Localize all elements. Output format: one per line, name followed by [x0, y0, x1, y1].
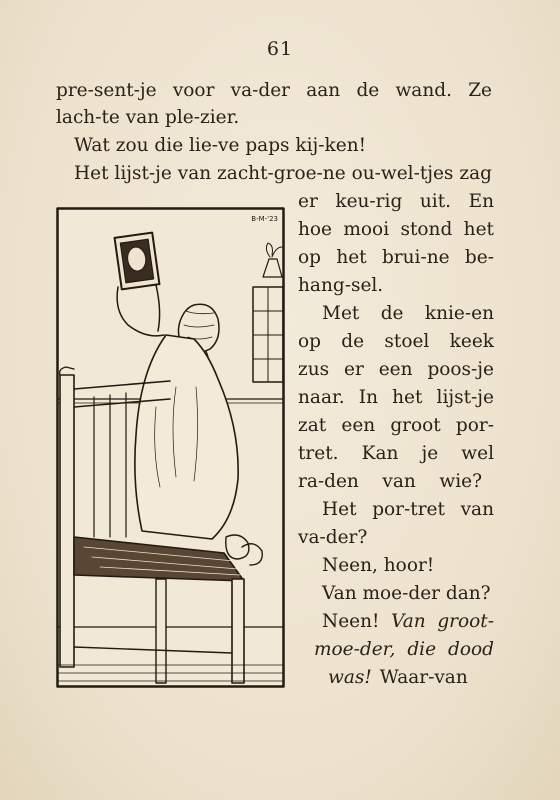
text-line-17: va-der? [298, 527, 368, 548]
text-line-1: pre-sent-je voor va-der aan de wand. Ze [56, 80, 492, 101]
illustration-monogram: B-M-'23 [251, 215, 278, 223]
text-line-18: Neen, hoor! [322, 555, 435, 576]
text-line-20: Neen! Van groot- [322, 611, 494, 632]
text-line-6: hoe mooi stond het [298, 219, 494, 240]
text-line-4: Het lijst-je van zacht-groe-ne ou-wel-tjes zag [74, 163, 492, 184]
text-line-21: moe-der, die dood [314, 639, 494, 660]
text-line-3: Wat zou die lie-ve paps kij-ken! [74, 135, 367, 156]
text-line-15: ra-den van wie? [298, 471, 482, 492]
illustration-girl-kneeling-on-chair [56, 207, 285, 688]
text-line-12: naar. In het lijst-je [298, 387, 494, 408]
text-line-2: lach-te van ple-zier. [56, 107, 240, 128]
text-line-14: tret. Kan je wel [298, 443, 494, 464]
text-line-10: op de stoel keek [298, 331, 494, 352]
text-line-22: was! Waar-van [328, 667, 468, 688]
text-line-5: er keu-rig uit. En [298, 191, 494, 212]
text-line-19: Van moe-der dan? [322, 583, 491, 604]
text-line-11: zus er een poos-je [298, 359, 494, 380]
text-line-7: op het brui-ne be- [298, 247, 494, 268]
text-line-9: Met de knie-en [322, 303, 494, 324]
text-line-16: Het por-tret van [322, 499, 494, 520]
text-line-8: hang-sel. [298, 275, 384, 296]
text-line-13: zat een groot por- [298, 415, 494, 436]
page-number: 61 [266, 38, 294, 60]
